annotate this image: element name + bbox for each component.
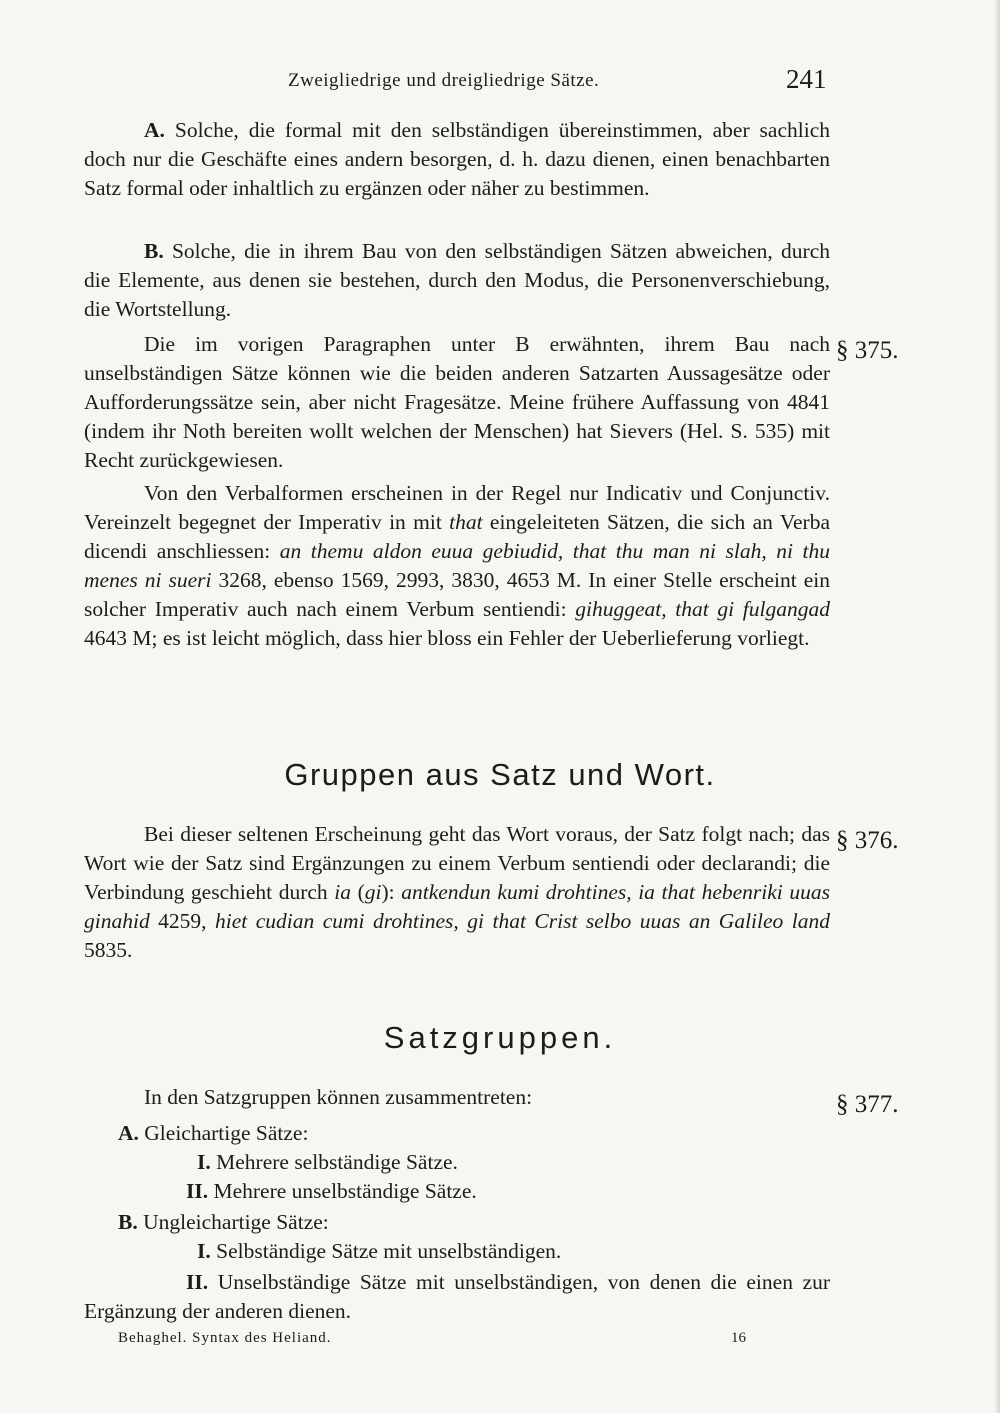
text-run: Bei dieser seltenen Erscheinung geht das Wort voraus, der Satz folgt nach; das Wort wie der Satz sind Ergänzungen zu einem Verbum sentiendi oder declarandi; die Verbindung geschieht durch xyxy=(84,822,830,904)
section-b-paragraph xyxy=(84,237,830,324)
paragraph-375-verbalformen xyxy=(84,479,830,652)
italic-quote: an themu aldon euua gebiudid, that thu man ni slah, ni thu menes ni sueri xyxy=(84,538,830,592)
list-text: Gleichartige Sätze: xyxy=(144,1121,309,1145)
text-run: ): xyxy=(381,879,402,904)
list-text: Mehrere selbständige Sätze. xyxy=(216,1150,458,1174)
paragraph-377-intro: In den Satzgruppen können zusammentreten: xyxy=(144,1085,533,1109)
section-marker-377: § 377. xyxy=(836,1091,899,1118)
list-label: I. xyxy=(197,1150,211,1174)
list-item-a-2 xyxy=(186,1179,477,1204)
list-text: Selbständige Sätze mit unselbständigen. xyxy=(216,1239,562,1263)
running-head: Zweigliedrige und dreigliedrige Sätze. xyxy=(288,70,600,91)
section-a-text: Solche, die formal mit den selbständigen übereinstimmen, aber sachlich doch nur die Geschäfte eines andern besorgen, d. h. dazu dienen, einen benachbarten Satz formal oder inhaltlich zu ergänzen oder näher zu bestimmen. xyxy=(84,118,831,200)
list-text: Unselbständige Sätze mit unselbständigen, von denen die einen zur Ergänzung der anderen dienen. xyxy=(84,1270,830,1323)
list-text: Ungleichartige Sätze: xyxy=(143,1210,329,1234)
footer-author-title: Behaghel. Syntax des Heliand. xyxy=(118,1330,332,1346)
page-number: 241 xyxy=(786,64,827,94)
list-item-b-2 xyxy=(84,1268,830,1326)
list-label: II. xyxy=(186,1179,209,1203)
page-edge-shadow xyxy=(994,0,1000,1413)
list-item-b xyxy=(118,1210,329,1235)
text-run: 3268, ebenso 1569, 2993, 3830, 4653 M. In einer Stelle erscheint ein solcher Imperativ auch nach einem Verbum sentiendi: xyxy=(84,567,831,621)
text-run: 5835. xyxy=(84,937,133,962)
italic-quote: antkendun kumi drohtines, ia that hebenriki uuas ginahid xyxy=(84,879,830,933)
section-a-paragraph xyxy=(84,116,830,203)
list-label: II. xyxy=(186,1270,209,1294)
list-item-a xyxy=(118,1121,308,1146)
italic-quote: hiet cudian cumi drohtines, gi that Crist selbo uuas an Galileo land xyxy=(215,908,830,933)
list-item-a-1 xyxy=(197,1150,458,1175)
italic-quote: that xyxy=(449,509,483,534)
footer-signature: 16 xyxy=(731,1330,746,1346)
section-b-label: B. xyxy=(144,239,164,263)
list-label: A. xyxy=(118,1121,139,1145)
section-marker-375: § 375. xyxy=(836,337,899,364)
text-run: ( xyxy=(351,879,365,904)
heading-satzgruppen: Satzgruppen. xyxy=(383,1020,617,1055)
heading-gruppen-aus-satz-und-wort: Gruppen aus Satz und Wort. xyxy=(284,757,716,792)
text-run: 4643 M; es ist leicht möglich, dass hier bloss ein Fehler der Ueberlieferung vorliegt. xyxy=(84,625,810,650)
italic-quote: gi xyxy=(364,879,382,904)
paragraph-376 xyxy=(84,820,830,965)
section-marker-376: § 376. xyxy=(836,827,899,854)
text-run: Von den Verbalformen erscheinen in der Regel nur Indicativ und Conjunctiv. Vereinzelt begegnet der Imperativ in mit xyxy=(84,481,830,534)
italic-quote: gihuggeat, that gi fulgangad xyxy=(575,596,831,621)
list-item-b-1 xyxy=(197,1239,561,1264)
text-run: 4259, xyxy=(149,908,216,933)
list-label: I. xyxy=(197,1239,211,1263)
list-label: B. xyxy=(118,1210,138,1234)
section-b-text: Solche, die in ihrem Bau von den selbständigen Sätzen abweichen, durch die Elemente, aus denen sie bestehen, durch den Modus, die Personenverschiebung, die Wortstellung. xyxy=(84,239,830,321)
list-text: Mehrere unselbständige Sätze. xyxy=(213,1179,477,1203)
section-a-label: A. xyxy=(144,118,165,142)
text-run: eingeleiteten Sätzen, die sich an Verba dicendi anschliessen: xyxy=(84,509,830,563)
italic-quote: ia xyxy=(334,879,352,904)
paragraph-375: Die im vorigen Paragraphen unter B erwähnten, ihrem Bau nach unselbständigen Sätze können wie die beiden anderen Satzarten Aussagesätze oder Aufforderungssätze sein, aber nicht Fragesätze. Meine frühere Auffassung von 4841 (indem ihr Noth bereiten wollt welchen der Menschen) hat Sievers (Hel. S. 535) mit Recht zurückgewiesen. xyxy=(84,332,830,472)
